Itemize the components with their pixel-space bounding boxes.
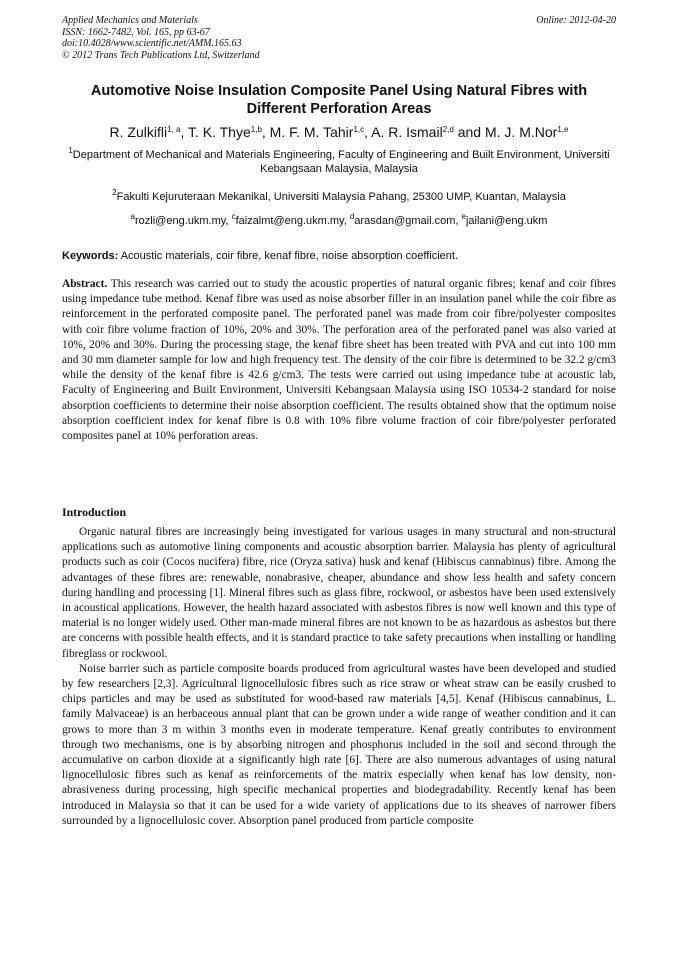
keywords-text: Acoustic materials, coir fibre, kenaf fibre, noise absorption coefficient.	[120, 250, 458, 262]
abstract-text: This research was carried out to study the acoustic properties of natural organic fibres; kenaf and coir fibres using impedance tube method. Kenaf fibre was used as noise absorber filler in an insulation panel while the coir fibre as reinforcement in the perforated composite panel. The perforated panel was made from coir fibre/polyester composites with coir fibre volume fraction of 10%, 20% and 30%. The perforation area of the perforated panel was also varied at 10%, 20% and 30%. During the processing stage, the kenaf fibre sheet has been treated with PVA and cut into 100 mm and 30 mm diameter sample for low and high frequency test. The density of the coir fibre is determined to be 32.2 g/cm3 while the density of the kenaf fibre is 42.6 g/cm3. The tests were carried out using impedance tube at acoustic lab, Faculty of Engineering and Built Environment, Universiti Kebangsaan Malaysia using ISO 10534-2 standard for noise absorption coefficients to determine their noise absorption coefficient. The results obtained show that the optimum noise absorption coefficient index for kenaf fibre is 0.8 with 10% fibre volume fraction of coir fibre/polyester perforated composites panel at 10% perforation areas.	[62, 278, 616, 443]
keywords-label: Keywords:	[62, 250, 119, 262]
email[interactable]: $^e$jailani@eng.ukm	[461, 212, 548, 227]
copyright-line: © 2012 Trans Tech Publications Ltd, Switzerland	[62, 49, 260, 61]
doi-line: doi:10.4028/www.scientific.net/AMM.165.63	[62, 38, 242, 50]
author: M. J. M.Nor$^{1,e}$	[484, 124, 569, 140]
author: T. K. Thye$^{1,b}$	[187, 124, 262, 140]
abstract	[62, 277, 616, 444]
paper-title: Automotive Noise Insulation Composite Panel Using Natural Fibres with Different Perforation Areas	[90, 83, 588, 117]
abstract-label: Abstract.	[62, 278, 108, 290]
author: M. F. M. Tahir$^{1,c}$	[269, 124, 365, 140]
author: R. Zulkifli$^{1, a}$	[109, 124, 181, 140]
email[interactable]: $^a$rozli@eng.ukm.my	[130, 212, 226, 227]
journal-header	[62, 15, 260, 61]
affiliation-1: $^1$Department of Mechanical and Materials Engineering, Faculty of Engineering and Built Environment, Universiti Kebangsaan Malaysia, Malaysia	[68, 146, 610, 175]
author-list: R. Zulkifli$^{1, a}$, T. K. Thye$^{1,b}$, M. F. M. Tahir$^{1,c}$, A. R. Ismail$^{2,d}$ and M. J. M.Nor$^{1,e}$	[109, 124, 569, 140]
email[interactable]: $^d$arasdan@gmail.com	[349, 212, 456, 227]
paragraph: Organic natural fibres are increasingly being investigated for various usages in many structural and non-structural applications such as automotive lining components and acoustic absorption barrier. Malaysia has plenty of agricultural products such as coir (Cocos nucifera) fibre, rice (Oryza sativa) husk and kenaf (Hibiscus cannabinus) fibre. Among the advantages of these fibres are: renewable, nonabrasive, cheaper, abundance and show less health and safety concern during handling and processing [1]. Mineral fibres such as glass fibre, rockwool, or asbestos have been used extensively in acoustical applications. However, the health hazard associated with asbestos fibres is now well known and this type of material is no longer widely used. Other man-made mineral fibres are not known to be as hazardous as asbestos but there are concerns with possible health effects, and it is standard practice to take safety precautions when installing or handling fibreglass or rockwool.	[62, 526, 616, 660]
keywords	[62, 249, 616, 263]
email-list: $^a$rozli@eng.ukm.my, $^c$faizalmt@eng.ukm.my, $^d$arasdan@gmail.com, $^e$jailani@eng.ukm	[130, 212, 548, 227]
journal-name: Applied Mechanics and Materials	[62, 15, 198, 26]
affiliation-2: $^2$Fakulti Kejuruteraan Mekanikal, Universiti Malaysia Pahang, 25300 UMP, Kuantan, Malaysia	[112, 188, 566, 203]
email[interactable]: $^c$faizalmt@eng.ukm.my	[231, 212, 344, 227]
author: A. R. Ismail$^{2,d}$	[371, 124, 454, 140]
online-date: Online: 2012-04-20	[536, 15, 616, 26]
section-heading-introduction: Introduction	[62, 505, 127, 519]
introduction-body	[62, 525, 616, 829]
paragraph: Noise barrier such as particle composite boards produced from agricultural wastes have been developed and studied by few researchers [2,3]. Agricultural lignocellulosic fibres such as rice straw or wheat straw can be easily crushed to chips particles and may be used as substituted for wood-based raw materials [4,5]. Kenaf (Hibiscus cannabinus, L. family Malvaceae) is an herbaceous annual plant that can be grown under a wide range of weather condition and it can grows to more than 3 m within 3 months even in moderate temperature. Kenaf greatly contributes to environment through two mechanisms, one is by absorbing nitrogen and phosphorus included in the soil and second through the accumulative on carbon dioxide at a significantly high rate [6]. There are also numerous advantages of using natural lignocellulosic fibres such as kenaf as reinforcements of the matrix especially when kenaf has low density, non-abrasiveness during processing, high specific mechanical properties and biodegradability. Recently kenaf has been introduced in Malaysia so that it can be used for a wide variety of applications due to its sheaves of narrower fibers surrounded by a lignocellulosic cover. Absorption panel produced from particle composite	[62, 662, 616, 827]
issn-line: ISSN: 1662-7482, Vol. 165, pp 63-67	[62, 26, 210, 38]
